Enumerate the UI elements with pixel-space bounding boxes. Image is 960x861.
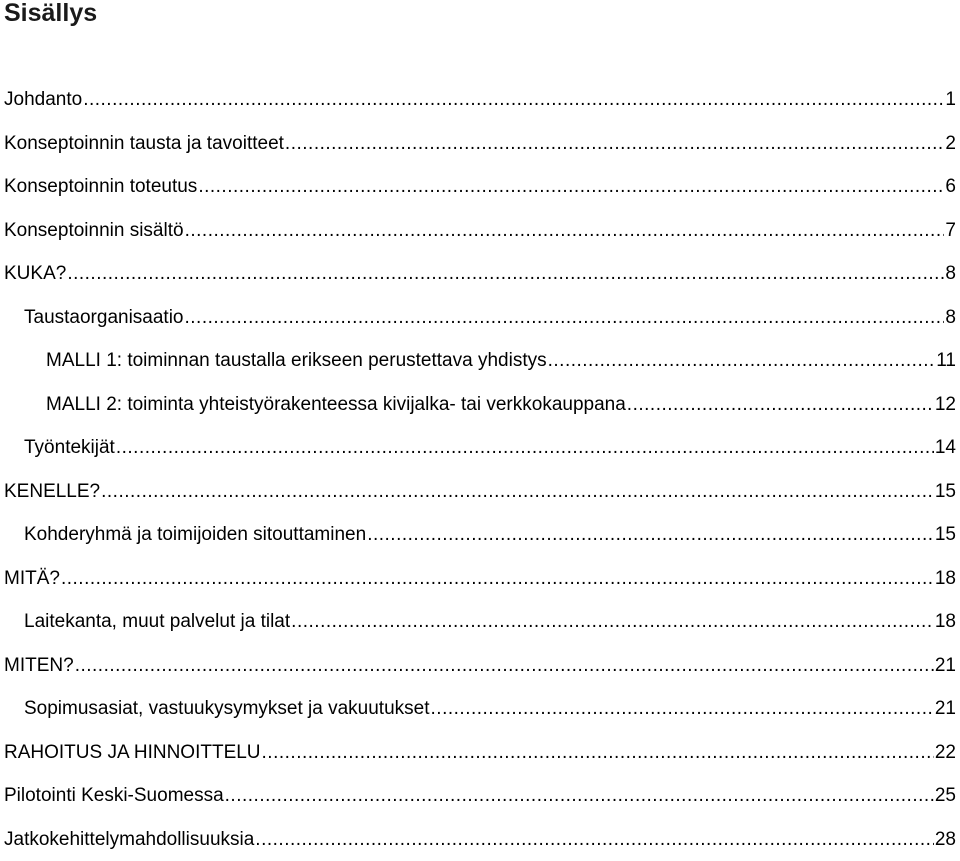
toc-entry-label: Johdanto — [4, 78, 82, 122]
toc-entry-page-number: 21 — [935, 644, 956, 688]
toc-entry[interactable] — [0, 470, 956, 514]
page-title: Sisällys — [4, 0, 97, 28]
toc-entry-page-number: 15 — [935, 470, 956, 514]
toc-entry-page-number: 21 — [935, 687, 956, 731]
toc-entry-label: Konseptoinnin sisältö — [4, 209, 184, 253]
toc-entry[interactable] — [0, 774, 956, 818]
toc-dot-leader — [198, 165, 944, 209]
toc-entry[interactable] — [0, 383, 956, 427]
toc-entry-label: Laitekanta, muut palvelut ja tilat — [24, 600, 290, 644]
toc-entry[interactable] — [0, 78, 956, 122]
toc-entry-page-number: 1 — [945, 78, 956, 122]
toc-entry-page-number: 14 — [935, 426, 956, 470]
toc-dot-leader — [61, 557, 934, 601]
toc-entry-page-number: 8 — [945, 296, 956, 340]
toc-entry-page-number: 18 — [935, 600, 956, 644]
toc-dot-leader — [262, 731, 934, 775]
toc-dot-leader — [75, 644, 934, 688]
toc-entry-page-number: 7 — [945, 209, 956, 253]
toc-entry-label: Pilotointi Keski-Suomessa — [4, 774, 224, 818]
toc-dot-leader — [67, 252, 944, 296]
toc-dot-leader — [431, 687, 934, 731]
toc-entry-label: Kohderyhmä ja toimijoiden sitouttaminen — [24, 513, 366, 557]
toc-entry[interactable] — [0, 209, 956, 253]
toc-entry-page-number: 11 — [936, 339, 956, 383]
toc-dot-leader — [116, 426, 934, 470]
toc-dot-leader — [548, 339, 936, 383]
toc-entry-page-number: 8 — [945, 252, 956, 296]
toc-entry[interactable] — [0, 513, 956, 557]
toc-dot-leader — [291, 600, 934, 644]
toc-entry-page-number: 28 — [935, 818, 956, 861]
toc-entry-label: KUKA? — [4, 252, 66, 296]
toc-dot-leader — [367, 513, 934, 557]
toc-dot-leader — [285, 122, 945, 166]
toc-dot-leader — [185, 296, 945, 340]
toc-entry-label: MALLI 2: toiminta yhteistyörakenteessa kivijalka- tai verkkokauppana — [46, 383, 626, 427]
toc-entry-label: Konseptoinnin toteutus — [4, 165, 197, 209]
toc-entry-label: Taustaorganisaatio — [24, 296, 184, 340]
toc-entry[interactable] — [0, 818, 956, 861]
toc-entry-label: Työntekijät — [24, 426, 115, 470]
toc-dot-leader — [185, 209, 945, 253]
toc-entry[interactable] — [0, 600, 956, 644]
toc-entry-label: MALLI 1: toiminnan taustalla erikseen perustettava yhdistys — [46, 339, 547, 383]
table-of-contents — [0, 78, 956, 861]
toc-entry-page-number: 22 — [935, 731, 956, 775]
toc-entry-page-number: 6 — [945, 165, 956, 209]
toc-entry-label: RAHOITUS JA HINNOITTELU — [4, 731, 261, 775]
toc-entry-page-number: 15 — [935, 513, 956, 557]
toc-entry-page-number: 18 — [935, 557, 956, 601]
toc-entry[interactable] — [0, 339, 956, 383]
toc-dot-leader — [83, 78, 944, 122]
toc-entry[interactable] — [0, 252, 956, 296]
toc-entry[interactable] — [0, 426, 956, 470]
toc-entry-page-number: 25 — [935, 774, 956, 818]
toc-entry-label: MITÄ? — [4, 557, 60, 601]
toc-entry[interactable] — [0, 165, 956, 209]
toc-entry-label: Konseptoinnin tausta ja tavoitteet — [4, 122, 284, 166]
toc-entry-page-number: 12 — [935, 383, 956, 427]
toc-entry-label: Jatkokehittelymahdollisuuksia — [4, 818, 254, 861]
toc-entry[interactable] — [0, 644, 956, 688]
toc-entry-label: Sopimusasiat, vastuukysymykset ja vakuutukset — [24, 687, 430, 731]
toc-entry-label: MITEN? — [4, 644, 74, 688]
toc-entry[interactable] — [0, 731, 956, 775]
toc-entry[interactable] — [0, 557, 956, 601]
toc-entry-label: KENELLE? — [4, 470, 100, 514]
toc-dot-leader — [101, 470, 934, 514]
toc-entry[interactable] — [0, 687, 956, 731]
toc-dot-leader — [225, 774, 934, 818]
toc-entry-page-number: 2 — [945, 122, 956, 166]
toc-entry[interactable] — [0, 296, 956, 340]
toc-entry[interactable] — [0, 122, 956, 166]
toc-dot-leader — [255, 818, 934, 861]
toc-dot-leader — [627, 383, 934, 427]
